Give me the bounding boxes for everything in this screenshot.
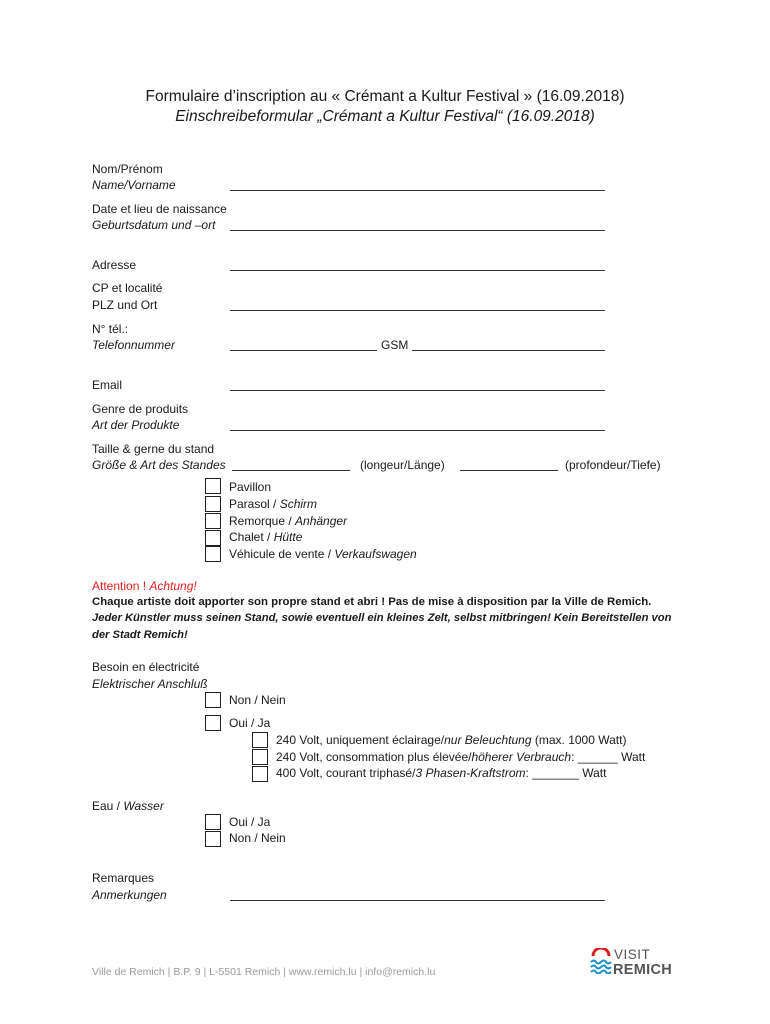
remarks-label-fr: Remarques [92, 871, 155, 885]
title-german: Einschreibeformular „Crémant a Kultur Festival“ (16.09.2018) [175, 108, 595, 125]
products-label-fr: Genre de produits [92, 402, 189, 416]
240v-lighting-checkbox[interactable] [252, 732, 268, 748]
email-field[interactable] [230, 390, 605, 391]
chalet-checkbox[interactable] [205, 530, 221, 546]
electricity-no-label: Non / Nein [229, 693, 286, 707]
240v-higher-checkbox[interactable] [252, 749, 268, 765]
stand-option-label: Parasol / Schirm [229, 497, 318, 511]
title-french: Formulaire d’inscription au « Crémant a Kultur Festival » (16.09.2018) [145, 88, 625, 105]
remarks-field[interactable] [230, 900, 605, 901]
logo-line-1: VISIT [614, 947, 651, 962]
stand-length-field[interactable] [232, 470, 350, 471]
length-label: (longeur/Länge) [360, 458, 445, 472]
attention-text-de-2: der Stadt Remich! [92, 629, 188, 641]
400v-three-phase-checkbox[interactable] [252, 766, 268, 782]
products-field[interactable] [230, 430, 605, 431]
240v-lighting-label: 240 Volt, uniquement éclairage/nur Beleuchtung (max. 1000 Watt) [276, 733, 627, 747]
trailer-checkbox[interactable] [205, 513, 221, 529]
water-no-label: Non / Nein [229, 831, 286, 845]
stand-option-label: Remorque / Anhänger [229, 514, 348, 528]
gsm-label: GSM [381, 338, 409, 352]
stand-option-label: Pavillon [229, 480, 272, 494]
attention-heading: Attention ! Achtung! [92, 579, 197, 593]
birth-label-de: Geburtsdatum und –ort [92, 218, 216, 232]
sales-vehicle-checkbox[interactable] [205, 546, 221, 562]
attention-text-de-1: Jeder Künstler muss seinen Stand, sowie eventuell ein kleines Zelt, selbst mitbringen! Kein Bereitstellen von [92, 612, 672, 624]
240v-higher-label: 240 Volt, consommation plus élevée/höherer Verbrauch: ______ Watt [276, 750, 646, 764]
address-label: Adresse [92, 258, 137, 272]
products-label-de: Art der Produkte [92, 418, 180, 432]
stand-option-label: Véhicule de vente / Verkaufswagen [229, 547, 417, 561]
birth-field[interactable] [230, 230, 605, 231]
parasol-checkbox[interactable] [205, 496, 221, 512]
gsm-field[interactable] [412, 350, 605, 351]
water-no-checkbox[interactable] [205, 831, 221, 847]
postcode-label-de: PLZ und Ort [92, 298, 158, 312]
stand-label-de: Größe & Art des Standes [92, 458, 226, 472]
postcode-label-fr: CP et localité [92, 281, 163, 295]
remarks-label-de: Anmerkungen [92, 888, 167, 902]
name-field[interactable] [230, 190, 605, 191]
400v-three-phase-label: 400 Volt, courant triphasé/3 Phasen-Kraftstrom: _______ Watt [276, 766, 607, 780]
water-label: Eau / Wasser [92, 799, 164, 813]
address-field[interactable] [230, 270, 605, 271]
footer-address: Ville de Remich | B.P. 9 | L-5501 Remich | www.remich.lu | info@remich.lu [92, 966, 436, 978]
water-yes-label: Oui / Ja [229, 815, 271, 829]
water-yes-checkbox[interactable] [205, 814, 221, 830]
postcode-field[interactable] [230, 310, 605, 311]
pavillon-checkbox[interactable] [205, 478, 221, 494]
depth-label: (profondeur/Tiefe) [565, 458, 661, 472]
electricity-no-checkbox[interactable] [205, 692, 221, 708]
name-label-fr: Nom/Prénom [92, 162, 163, 176]
email-label: Email [92, 378, 123, 392]
phone-label-de: Telefonnummer [92, 338, 175, 352]
logo-line-2: REMICH [613, 962, 672, 978]
electricity-yes-checkbox[interactable] [205, 715, 221, 731]
electricity-label-fr: Besoin en électricité [92, 660, 200, 674]
stand-option-label: Chalet / Hütte [229, 530, 303, 544]
attention-text-fr: Chaque artiste doit apporter son propre stand et abri ! Pas de mise à disposition par la Ville de Remich. [92, 596, 652, 608]
stand-depth-field[interactable] [460, 470, 558, 471]
birth-label-fr: Date et lieu de naissance [92, 202, 227, 216]
phone-label-fr: N° tél.: [92, 322, 129, 336]
electricity-label-de: Elektrischer Anschluß [92, 677, 208, 691]
phone-field[interactable] [230, 350, 377, 351]
electricity-yes-label: Oui / Ja [229, 716, 271, 730]
stand-label-fr: Taille & gerne du stand [92, 442, 215, 456]
visit-remich-logo-icon [590, 948, 612, 974]
name-label-de: Name/Vorname [92, 178, 176, 192]
